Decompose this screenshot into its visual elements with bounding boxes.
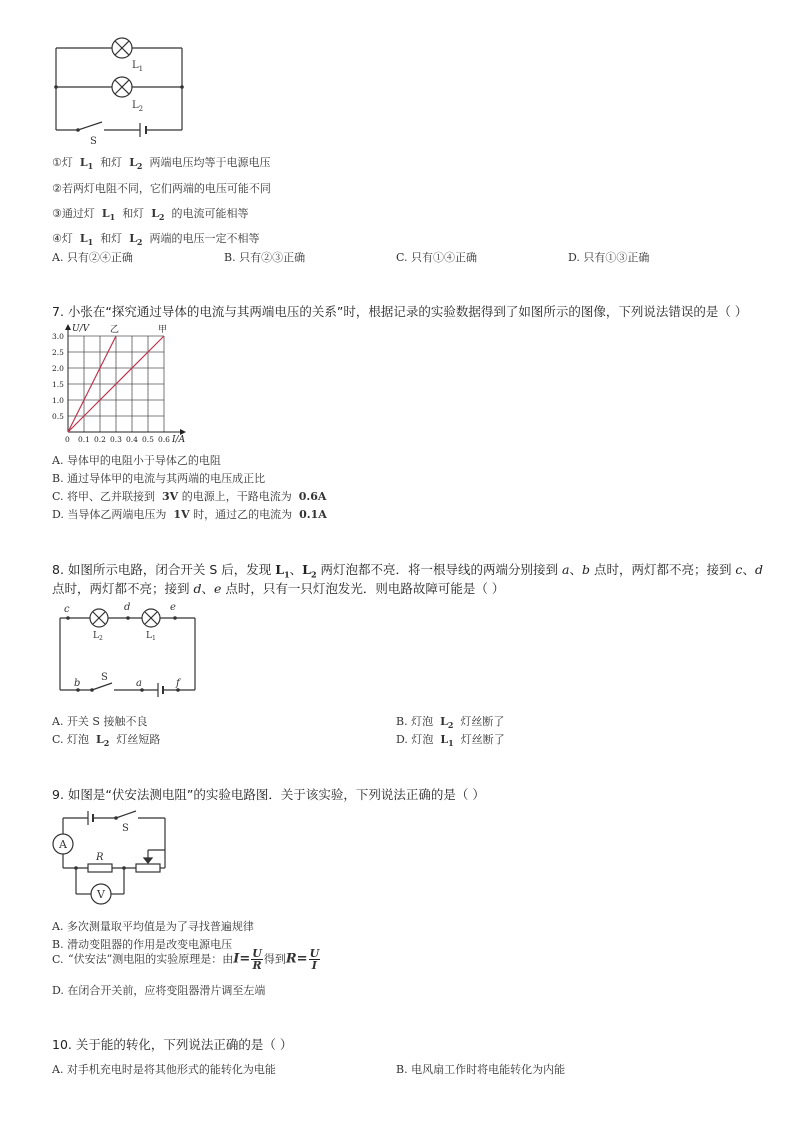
x-tick-label: 0.4 <box>126 435 138 444</box>
q6-option-d[interactable]: D. 只有①③正确 <box>568 251 650 264</box>
q6-option-b[interactable]: B. 只有②③正确 <box>224 251 306 264</box>
y-tick-label: 2.5 <box>52 348 64 357</box>
q10-stem: 10. 关于能的转化，下列说法正确的是（ ） <box>52 1037 293 1052</box>
y-tick-label: 2.0 <box>52 364 64 373</box>
ui-chart <box>46 322 196 447</box>
y-tick-label: 3.0 <box>52 332 64 341</box>
statement-4: ④灯 $L_1$ 和灯 $L_2$ 两端的电压一定不相等 <box>52 232 260 248</box>
q7-option-d[interactable]: D. 当导体乙两端电压为 1V 时，通过乙的电流为 0.1A <box>52 508 327 521</box>
q8-option-a[interactable]: A. 开关 S 接触不良 <box>52 715 148 728</box>
node-d-label: d <box>124 602 131 613</box>
voltmeter-label: V <box>97 888 105 901</box>
y-tick-label: 0.5 <box>52 412 64 421</box>
q9-option-d[interactable]: D. 在闭合开关前，应将变阻器滑片调至左端 <box>52 984 266 997</box>
q8-option-b[interactable]: B. 灯泡 $L_2$ 灯丝断了 <box>396 715 505 731</box>
q8-stem-line-2: 点时，两灯都不亮；接到 d、e 点时，只有一只灯泡发光．则电路故障可能是（ ） <box>52 581 505 596</box>
statement-1: ①灯 $L_1$ 和灯 $L_2$ 两端电压均等于电源电压 <box>52 156 271 172</box>
series-name-label: 乙 <box>110 325 120 335</box>
q6-option-c[interactable]: C. 只有①④正确 <box>396 251 478 264</box>
q9-option-c[interactable]: “伏安法”测电阻的实验原理是：由I= $\frac{U}{R}$ 得到R= $\frac{U}{I}$ <box>68 947 320 972</box>
q8-stem-line-1: 8. 如图所示电路，闭合开关 S 后，发现 $L_1$、$L_2$ 两灯泡都不亮．将一根导线的两端分别接到 a、b 点时，两灯都不亮；接到 c、d <box>52 562 763 580</box>
lamp-l1-label: $L_1$ <box>132 60 144 73</box>
lamp-l2-label: $L_2$ <box>132 100 144 113</box>
q9-stem: 9. 如图是“伏安法测电阻”的实验电路图．关于该实验，下列说法正确的是（ ） <box>52 787 485 802</box>
statement-3: ③通过灯 $L_1$ 和灯 $L_2$ 的电流可能相等 <box>52 207 249 223</box>
q8-option-c[interactable]: C. 灯泡 $L_2$ 灯丝短路 <box>52 733 161 749</box>
x-tick-label: 0 <box>65 435 70 444</box>
series-name-label: 甲 <box>158 325 168 335</box>
y-tick-label: 1.0 <box>52 396 64 405</box>
node-a-label: a <box>136 678 142 689</box>
lamp-l1-label: $L_1$ <box>146 631 156 642</box>
circuit-diagram-q8 <box>50 598 210 703</box>
q10-option-a[interactable]: A. 对手机充电时是将其他形式的能转化为电能 <box>52 1063 276 1076</box>
node-b-label: b <box>74 678 81 689</box>
q6-option-a[interactable]: A. 只有②④正确 <box>52 251 133 264</box>
statement-2: ②若两灯电阻不同，它们两端的电压可能不同 <box>52 182 271 195</box>
y-axis-arrow <box>65 324 71 330</box>
q10-option-b[interactable]: B. 电风扇工作时将电能转化为内能 <box>396 1063 566 1076</box>
x-tick-label: 0.3 <box>110 435 122 444</box>
circuit-diagram-q9 <box>50 806 180 911</box>
node-f-label: f <box>176 678 180 689</box>
x-tick-label: 0.6 <box>158 435 170 444</box>
circuit-diagram-q6 <box>40 30 200 150</box>
q7-option-a[interactable]: A. 导体甲的电阻小于导体乙的电阻 <box>52 454 221 467</box>
ammeter-label: A <box>59 838 67 851</box>
q8-option-d[interactable]: D. 灯泡 $L_1$ 灯丝断了 <box>396 733 505 749</box>
q9-option-a[interactable]: A. 多次测量取平均值是为了寻找普遍规律 <box>52 920 254 933</box>
q7-stem: 7. 小张在“探究通过导体的电流与其两端电压的关系”时，根据记录的实验数据得到了如图所示的图像，下列说法错误的是（ ） <box>52 304 748 319</box>
switch-label: S <box>122 823 129 834</box>
q9-option-c-letter[interactable]: C. <box>52 953 64 966</box>
x-tick-label: 0.1 <box>78 435 90 444</box>
x-tick-label: 0.2 <box>94 435 106 444</box>
y-axis-label: U/V <box>72 324 90 334</box>
y-tick-label: 1.5 <box>52 380 64 389</box>
q7-option-c[interactable]: C. 将甲、乙并联接到 3V 的电源上，干路电流为 0.6A <box>52 490 327 503</box>
x-tick-label: 0.5 <box>142 435 154 444</box>
switch-label: S <box>90 136 97 147</box>
node-c-label: c <box>64 604 70 615</box>
lamp-l2-label: $L_2$ <box>93 631 103 642</box>
q7-option-b[interactable]: B. 通过导体甲的电流与其两端的电压成正比 <box>52 472 266 485</box>
resistor-label: R <box>96 852 104 863</box>
node-e-label: e <box>170 602 176 613</box>
switch-label: S <box>101 672 108 683</box>
x-axis-label: I/A <box>172 435 186 445</box>
q9-option-b[interactable]: B. 滑动变阻器的作用是改变电源电压 <box>52 938 233 951</box>
